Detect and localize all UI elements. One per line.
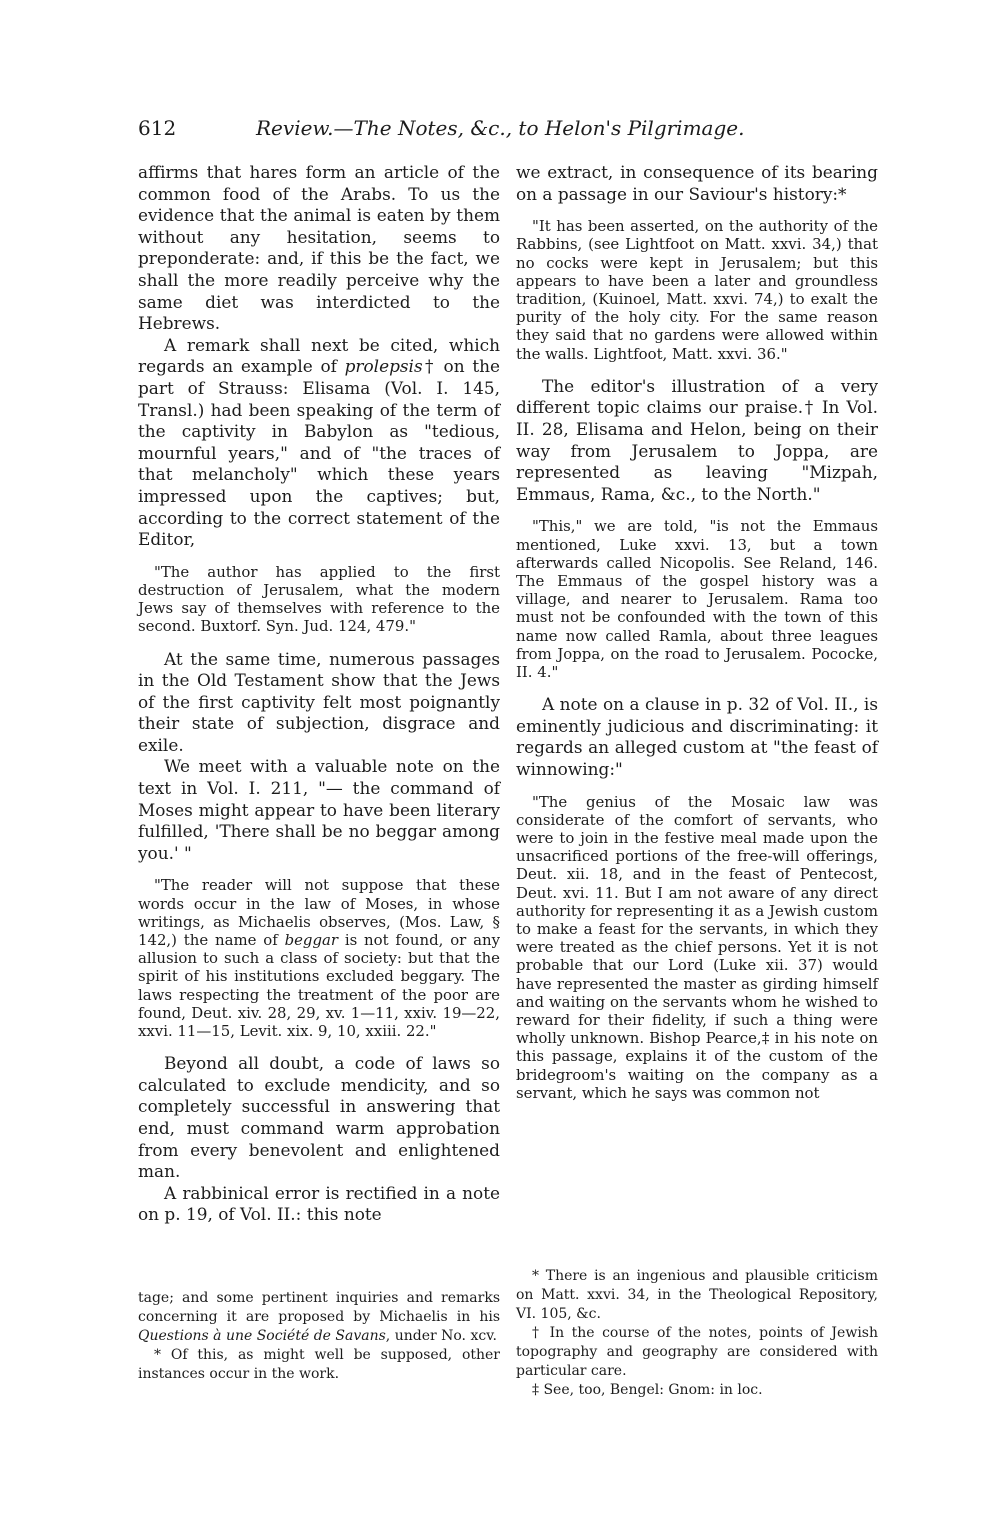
footnote: * There is an ingenious and plausible criticism on Matt. xxvi. 34, in the Theological Repository, VI. 105, &c. [516,1268,878,1322]
footnote: * Of this, as might well be supposed, other instances occur in the work. [138,1347,500,1382]
right-column [516,162,878,1115]
block-quote: "It has been asserted, on the authority of the Rabbins, (see Lightfoot on Matt. xxvi. 34,) that no cocks were kept in Jerusalem; but this appears to have been a later and groundless tradition, (Kuinoel, Matt. xxvi. 74,) to exalt the purity of the holy city. For the same reason they said that no gardens were allowed within the walls. Lightfoot, Matt. xxvi. 36." [516,217,878,363]
block-quote: "The author has applied to the first destruction of Jerusalem, what the modern Jews say of themselves with reference to the second. Buxtorf. Syn. Jud. 124, 479." [138,562,500,636]
footnotes-left [138,1289,500,1384]
paragraph: affirms that hares form an article of the common food of the Arabs. To us the evidence that the animal is eaten by them without any hesitation, seems to preponderate: and, if this be the fact, we shall the more readily perceive why the same diet was interdicted to the Hebrews. [138,162,500,334]
paragraph: we extract, in consequence of its bearing on a passage in our Saviour's history:* [516,162,878,204]
footnote: tage; and some pertinent inquiries and remarks concerning it are proposed by Michaelis in his Questions à une Société de Savans, under No. xcv. [138,1290,500,1344]
block-quote: "The reader will not suppose that these words occur in the law of Moses, in whose writings, as Michaelis observes, (Mos. Law, § 142,) the name of beggar is not found, or any allusion to such a class of society: but that the spirit of his institutions excluded beggary. The laws respecting the treatment of the poor are found, Deut. xiv. 28, 29, xv. 1—11, xxiv. 19—22, xxvi. 11—15, Levit. xix. 9, 10, xxiii. 22." [138,876,500,1041]
paragraph: A rabbinical error is rectified in a note on p. 19, of Vol. II.: this note [138,1182,500,1225]
paragraph: A remark shall next be cited, which regards an example of prolepsis† on the part of Strauss: Elisama (Vol. I. 145, Transl.) had been speaking of the term of the captivity in Babylon as "tedious, mournful years," and of "the traces of that melancholy" which these years impressed upon the captives; but, according to the correct statement of the Editor, [138,334,500,550]
block-quote: "The genius of the Mosaic law was considerate of the comfort of servants, who were to join in the festive meal made upon the unsacrificed portions of the free-will offerings, Deut. xii. 18, and in the feast of Pentecost, Deut. xvi. 11. But I am not aware of any direct authority for representing it as a Jewish custom to make a feast for the servants, in which they were treated as the chief persons. Yet it is not probable that our Lord (Luke xii. 37) would have represented the master as girding himself and waiting on the servants whom he wished to reward for their fidelity, if such a thing were wholly unknown. Bishop Pearce,‡ in his note on this passage, explains it of the custom of the bridegroom's waiting on the company as a servant, which he says was common not [516,792,878,1102]
page-number: 612 [138,116,177,140]
footnote: † In the course of the notes, points of Jewish topography and geography are considered with particular care. [516,1325,878,1379]
footnotes-right [516,1267,878,1400]
block-quote: "This," we are told, "is not the Emmaus mentioned, Luke xxvi. 13, but a town afterwards called Nicopolis. See Reland, 146. The Emmaus of the gospel history was a village, and nearer to Jerusalem. Rama too must not be confounded with the town of this name now called Ramla, about three leagues from Joppa, on the road to Jerusalem. Pococke, II. 4." [516,517,878,681]
paragraph: We meet with a valuable note on the text in Vol. I. 211, "— the command of Moses might appear to have been literary fulfilled, 'There shall be no beggar among you.' " [138,756,500,863]
paragraph: A note on a clause in p. 32 of Vol. II., is eminently judicious and discriminating: it regards an alleged custom at "the feast of winnowing:" [516,694,878,779]
paragraph: At the same time, numerous passages in the Old Testament show that the Jews of the first captivity felt most poignantly their state of subjection, disgrace and exile. [138,648,500,755]
paragraph: The editor's illustration of a very different topic claims our praise.† In Vol. II. 28, Elisama and Helon, being on their way from Jerusalem to Joppa, are represented as leaving "Mizpah, Emmaus, Rama, &c., to the North." [516,375,878,504]
paragraph: Beyond all doubt, a code of laws so calculated to exclude mendicity, and so completely successful in answering that end, must command warm approbation from every benevolent and enlightened man. [138,1053,500,1182]
page-header [138,116,878,148]
left-column [138,162,500,1226]
footnote: ‡ See, too, Bengel: Gnom: in loc. [532,1382,763,1398]
running-title: Review.—The Notes, &c., to Helon's Pilgrimage. [256,116,745,140]
